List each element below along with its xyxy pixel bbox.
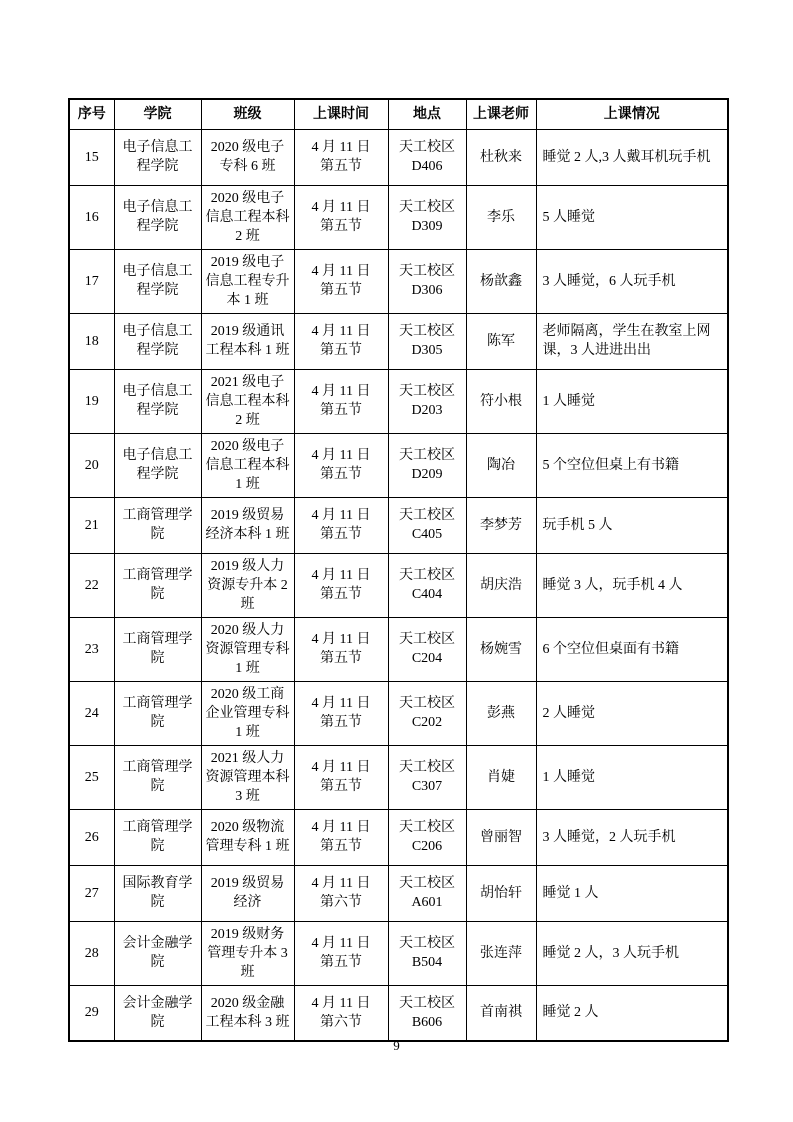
table-row	[69, 497, 728, 553]
cell-location-campus: 天工校区	[399, 200, 455, 215]
column-header: 地点	[388, 99, 466, 129]
cell-time-period: 第五节	[320, 467, 362, 482]
cell-situation: 老师隔离，学生在教室上网课，3 人进进出出	[536, 313, 728, 369]
cell-class: 2020 级物流管理专科 1 班	[201, 809, 294, 865]
cell-situation: 5 个空位但桌上有书籍	[536, 433, 728, 497]
cell-location	[388, 553, 466, 617]
cell-time-date: 4 月 11 日	[311, 760, 371, 775]
cell-location	[388, 369, 466, 433]
cell-location	[388, 433, 466, 497]
cell-time-period: 第六节	[320, 1014, 362, 1030]
cell-location-room: C202	[411, 715, 443, 730]
cell-location	[388, 185, 466, 249]
cell-time-date: 4 月 11 日	[311, 140, 371, 155]
table-row	[69, 249, 728, 313]
cell-teacher: 陶冶	[466, 433, 536, 497]
cell-teacher: 杜秋来	[466, 129, 536, 185]
cell-location-room: D309	[411, 219, 443, 234]
cell-time-period: 第五节	[320, 715, 362, 730]
cell-time-date: 4 月 11 日	[311, 568, 371, 583]
cell-college: 电子信息工程学院	[114, 313, 201, 369]
cell-location	[388, 497, 466, 553]
table-row	[69, 745, 728, 809]
cell-situation: 睡觉 3 人，玩手机 4 人	[536, 553, 728, 617]
cell-college: 会计金融学院	[114, 985, 201, 1041]
cell-college: 会计金融学院	[114, 921, 201, 985]
cell-college: 工商管理学院	[114, 809, 201, 865]
cell-class: 2020 级工商企业管理专科 1 班	[201, 681, 294, 745]
cell-teacher: 李梦芳	[466, 497, 536, 553]
cell-situation: 2 人睡觉	[536, 681, 728, 745]
cell-college: 工商管理学院	[114, 745, 201, 809]
cell-location-campus: 天工校区	[399, 820, 455, 835]
cell-college: 电子信息工程学院	[114, 185, 201, 249]
cell-row-number: 26	[69, 809, 114, 865]
cell-time	[294, 249, 388, 313]
cell-location-room: B606	[411, 1014, 443, 1030]
cell-time-date: 4 月 11 日	[311, 876, 371, 891]
cell-location-campus: 天工校区	[399, 995, 455, 1011]
cell-location-campus: 天工校区	[399, 140, 455, 155]
cell-row-number: 22	[69, 553, 114, 617]
cell-time-date: 4 月 11 日	[311, 508, 371, 523]
cell-situation: 睡觉 2 人,3 人戴耳机玩手机	[536, 129, 728, 185]
table-row	[69, 809, 728, 865]
cell-time-period: 第五节	[320, 839, 362, 854]
cell-location	[388, 313, 466, 369]
cell-college: 电子信息工程学院	[114, 433, 201, 497]
cell-location-campus: 天工校区	[399, 936, 455, 951]
cell-time-period: 第五节	[320, 651, 362, 666]
cell-class: 2019 级电子信息工程专升本 1 班	[201, 249, 294, 313]
cell-teacher: 曾丽智	[466, 809, 536, 865]
cell-teacher: 肖婕	[466, 745, 536, 809]
cell-college: 电子信息工程学院	[114, 369, 201, 433]
cell-college: 电子信息工程学院	[114, 249, 201, 313]
cell-location	[388, 249, 466, 313]
cell-location	[388, 921, 466, 985]
cell-time-date: 4 月 11 日	[311, 200, 371, 215]
cell-situation: 睡觉 2 人，3 人玩手机	[536, 921, 728, 985]
cell-college: 电子信息工程学院	[114, 129, 201, 185]
cell-teacher: 首南祺	[466, 985, 536, 1041]
cell-row-number: 20	[69, 433, 114, 497]
cell-location-room: C307	[411, 779, 443, 794]
cell-time-period: 第五节	[320, 219, 362, 234]
cell-college: 工商管理学院	[114, 617, 201, 681]
cell-teacher: 张连萍	[466, 921, 536, 985]
cell-time-period: 第五节	[320, 955, 362, 970]
cell-row-number: 23	[69, 617, 114, 681]
column-header: 班级	[201, 99, 294, 129]
cell-teacher: 杨歆鑫	[466, 249, 536, 313]
class-inspection-table	[68, 98, 729, 1042]
cell-college: 工商管理学院	[114, 681, 201, 745]
cell-time	[294, 865, 388, 921]
cell-row-number: 18	[69, 313, 114, 369]
column-header: 序号	[69, 99, 114, 129]
cell-location-campus: 天工校区	[399, 264, 455, 279]
cell-time-date: 4 月 11 日	[311, 632, 371, 647]
cell-time-date: 4 月 11 日	[311, 820, 371, 835]
cell-time-date: 4 月 11 日	[311, 995, 371, 1011]
cell-time-period: 第五节	[320, 283, 362, 298]
table-row	[69, 313, 728, 369]
cell-time-date: 4 月 11 日	[311, 384, 371, 399]
page-number: 9	[393, 1038, 400, 1053]
table-row	[69, 369, 728, 433]
cell-time	[294, 553, 388, 617]
cell-location-room: D203	[411, 403, 443, 418]
cell-location-campus: 天工校区	[399, 448, 455, 463]
cell-row-number: 15	[69, 129, 114, 185]
cell-location-room: C404	[411, 587, 443, 602]
cell-class: 2021 级人力资源管理本科 3 班	[201, 745, 294, 809]
cell-time-date: 4 月 11 日	[311, 696, 371, 711]
cell-location-campus: 天工校区	[399, 696, 455, 711]
cell-class: 2019 级贸易经济本科 1 班	[201, 497, 294, 553]
cell-teacher: 胡庆浩	[466, 553, 536, 617]
cell-time-date: 4 月 11 日	[311, 264, 371, 279]
cell-time	[294, 921, 388, 985]
cell-situation: 5 人睡觉	[536, 185, 728, 249]
cell-time-date: 4 月 11 日	[311, 324, 371, 339]
cell-class: 2020 级人力资源管理专科 1 班	[201, 617, 294, 681]
cell-location-campus: 天工校区	[399, 760, 455, 775]
cell-situation: 玩手机 5 人	[536, 497, 728, 553]
cell-location	[388, 617, 466, 681]
cell-location-room: D406	[411, 159, 443, 174]
cell-time	[294, 681, 388, 745]
cell-situation: 睡觉 2 人	[536, 985, 728, 1041]
cell-location	[388, 865, 466, 921]
cell-class: 2019 级财务管理专升本 3 班	[201, 921, 294, 985]
cell-location-room: C405	[411, 527, 443, 542]
cell-time	[294, 745, 388, 809]
table-row	[69, 921, 728, 985]
cell-time	[294, 497, 388, 553]
cell-location-campus: 天工校区	[399, 508, 455, 523]
cell-teacher: 陈军	[466, 313, 536, 369]
table-row	[69, 681, 728, 745]
cell-location	[388, 745, 466, 809]
cell-time-period: 第五节	[320, 587, 362, 602]
table-row	[69, 433, 728, 497]
cell-time-period: 第五节	[320, 343, 362, 358]
cell-row-number: 17	[69, 249, 114, 313]
table-row	[69, 129, 728, 185]
cell-class: 2020 级电子信息工程本科 1 班	[201, 433, 294, 497]
cell-location	[388, 129, 466, 185]
cell-class: 2020 级金融工程本科 3 班	[201, 985, 294, 1041]
cell-row-number: 29	[69, 985, 114, 1041]
cell-teacher: 胡怡轩	[466, 865, 536, 921]
cell-time-date: 4 月 11 日	[311, 936, 371, 951]
cell-location-campus: 天工校区	[399, 324, 455, 339]
cell-location-room: A601	[411, 895, 443, 910]
cell-situation: 睡觉 1 人	[536, 865, 728, 921]
column-header: 上课时间	[294, 99, 388, 129]
cell-location-room: B504	[411, 955, 443, 970]
cell-class: 2020 级电子专科 6 班	[201, 129, 294, 185]
cell-situation: 6 个空位但桌面有书籍	[536, 617, 728, 681]
cell-time	[294, 433, 388, 497]
cell-time-date: 4 月 11 日	[311, 448, 371, 463]
cell-time-period: 第六节	[320, 895, 362, 910]
cell-class: 2021 级电子信息工程本科 2 班	[201, 369, 294, 433]
cell-time	[294, 185, 388, 249]
cell-class: 2019 级通讯工程本科 1 班	[201, 313, 294, 369]
column-header: 上课老师	[466, 99, 536, 129]
cell-time	[294, 809, 388, 865]
cell-location	[388, 809, 466, 865]
cell-time	[294, 129, 388, 185]
cell-college: 工商管理学院	[114, 553, 201, 617]
table-body	[69, 129, 728, 1041]
cell-row-number: 19	[69, 369, 114, 433]
cell-location-campus: 天工校区	[399, 876, 455, 891]
table-row	[69, 617, 728, 681]
table-row	[69, 985, 728, 1041]
cell-location-room: C206	[411, 839, 443, 854]
cell-row-number: 24	[69, 681, 114, 745]
cell-location-room: D306	[411, 283, 443, 298]
column-header: 上课情况	[536, 99, 728, 129]
cell-location	[388, 985, 466, 1041]
cell-class: 2019 级人力资源专升本 2 班	[201, 553, 294, 617]
cell-time-period: 第五节	[320, 527, 362, 542]
cell-row-number: 28	[69, 921, 114, 985]
table-row	[69, 865, 728, 921]
cell-time	[294, 313, 388, 369]
cell-college: 工商管理学院	[114, 497, 201, 553]
cell-time	[294, 985, 388, 1041]
cell-location-room: C204	[411, 651, 443, 666]
cell-row-number: 21	[69, 497, 114, 553]
cell-row-number: 27	[69, 865, 114, 921]
cell-location	[388, 681, 466, 745]
cell-time	[294, 369, 388, 433]
cell-location-campus: 天工校区	[399, 568, 455, 583]
cell-time-period: 第五节	[320, 779, 362, 794]
cell-time-period: 第五节	[320, 159, 362, 174]
cell-situation: 3 人睡觉，6 人玩手机	[536, 249, 728, 313]
cell-teacher: 符小根	[466, 369, 536, 433]
cell-location-room: D305	[411, 343, 443, 358]
cell-row-number: 25	[69, 745, 114, 809]
cell-location-campus: 天工校区	[399, 384, 455, 399]
cell-situation: 1 人睡觉	[536, 369, 728, 433]
cell-time-period: 第五节	[320, 403, 362, 418]
cell-row-number: 16	[69, 185, 114, 249]
table-row	[69, 553, 728, 617]
cell-teacher: 杨婉雪	[466, 617, 536, 681]
cell-location-campus: 天工校区	[399, 632, 455, 647]
column-header: 学院	[114, 99, 201, 129]
cell-class: 2019 级贸易经济	[201, 865, 294, 921]
cell-location-room: D209	[411, 467, 443, 482]
table-row	[69, 185, 728, 249]
cell-time	[294, 617, 388, 681]
cell-college: 国际教育学院	[114, 865, 201, 921]
cell-class: 2020 级电子信息工程本科 2 班	[201, 185, 294, 249]
cell-situation: 1 人睡觉	[536, 745, 728, 809]
cell-teacher: 李乐	[466, 185, 536, 249]
cell-situation: 3 人睡觉，2 人玩手机	[536, 809, 728, 865]
table-header-row	[69, 99, 728, 129]
cell-teacher: 彭燕	[466, 681, 536, 745]
